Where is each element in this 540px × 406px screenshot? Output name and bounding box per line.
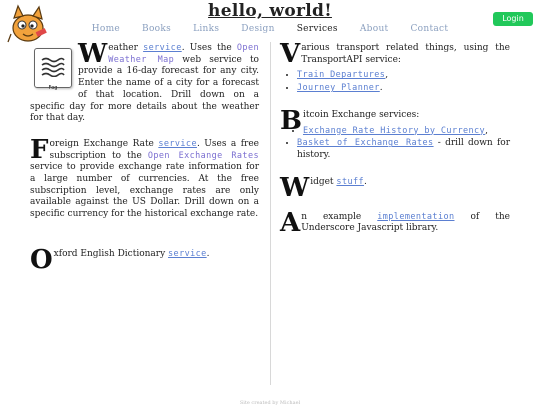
forex-section <box>30 134 259 221</box>
journey-planner-link[interactable]: Journey Planner <box>297 83 380 94</box>
basket-of-exchange-rates-link[interactable]: Basket of Exchange Rates <box>297 138 434 149</box>
list-suffix: , <box>385 70 389 81</box>
widget-text: idget <box>310 176 337 187</box>
nav-services[interactable]: Services <box>296 24 338 34</box>
exchange-rate-history-link[interactable]: Exchange Rate History by Currency <box>302 125 486 136</box>
weather-text: eather <box>108 43 144 53</box>
list-item <box>297 83 510 95</box>
drop-cap: O <box>30 244 53 275</box>
column-divider <box>270 42 271 385</box>
example-section <box>280 207 510 238</box>
oxford-text: xford English Dictionary <box>53 248 169 259</box>
transport-text: arious transport related things, using the TransportAPI service: <box>301 43 510 65</box>
drop-cap: F <box>30 134 49 165</box>
train-departures-link[interactable]: Train Departures <box>297 70 386 81</box>
widget-text: . <box>364 176 367 187</box>
list-suffix: , <box>485 125 488 136</box>
nav-contact[interactable]: Contact <box>410 24 449 34</box>
nav-books[interactable]: Books <box>142 24 172 34</box>
open-exchange-rates-link[interactable]: Open Exchange Rates <box>147 150 259 161</box>
fog-weather-widget[interactable] <box>34 48 72 91</box>
transport-section <box>280 39 510 96</box>
weather-text: . Uses the <box>181 43 237 53</box>
oxford-text: . <box>206 248 210 259</box>
forex-text: service to provide exchange rate information for a large number of currencies. At the free subscription level, exchange rates are only available against the US Dollar. Drill down on a specific currency for the historical exchange rate. <box>30 162 259 220</box>
list-item <box>297 126 510 138</box>
right-column <box>280 39 510 249</box>
drop-cap: V <box>280 39 301 69</box>
drop-cap: A <box>280 207 301 238</box>
oxford-service-link[interactable]: service <box>168 248 207 259</box>
main-nav <box>0 24 540 34</box>
footer-credit: Site created by Michael <box>239 400 301 406</box>
example-text: of the Underscore Javascript library. <box>301 211 510 234</box>
login-button[interactable]: Login <box>493 12 533 26</box>
nav-about[interactable]: About <box>359 24 389 34</box>
bitcoin-list <box>280 126 510 162</box>
drop-cap: W <box>78 39 108 69</box>
weather-text: web service to provide a 16-day forecast for any city. Enter the name of a city for a forecast of that location. Drill down on a specific day for more details about the weather for that day. <box>30 54 259 124</box>
fog-icon <box>40 55 66 77</box>
list-item <box>297 138 510 161</box>
forex-service-link[interactable]: service <box>158 138 197 149</box>
site-title[interactable]: hello, world! <box>208 1 332 21</box>
drop-cap: B <box>280 105 302 136</box>
nav-home[interactable]: Home <box>91 24 121 34</box>
bitcoin-section <box>280 105 510 163</box>
widget-stuff-link[interactable]: stuff <box>336 176 365 187</box>
transport-list <box>280 70 510 94</box>
forex-text: oreign Exchange Rate <box>49 138 159 149</box>
drop-cap: W <box>280 172 310 203</box>
example-text: n example <box>301 211 378 222</box>
oxford-section <box>30 244 259 275</box>
list-item <box>297 70 510 82</box>
fog-label: Fog <box>48 84 58 91</box>
implementation-link[interactable]: implementation <box>377 211 455 222</box>
nav-design[interactable]: Design <box>241 24 275 34</box>
left-column <box>30 39 259 284</box>
open-weather-map-link[interactable]: Open Weather Map <box>108 43 259 65</box>
list-suffix: - drill down for history. <box>297 138 510 160</box>
list-suffix: . <box>379 83 383 94</box>
site-header <box>0 0 540 40</box>
forex-text: . Uses a free subscription to the <box>49 138 259 161</box>
widget-section <box>280 172 510 203</box>
weather-section <box>30 39 259 125</box>
weather-service-link[interactable]: service <box>143 43 182 53</box>
nav-links[interactable]: Links <box>193 24 220 34</box>
bitcoin-text: itcoin Exchange services: <box>302 109 420 120</box>
